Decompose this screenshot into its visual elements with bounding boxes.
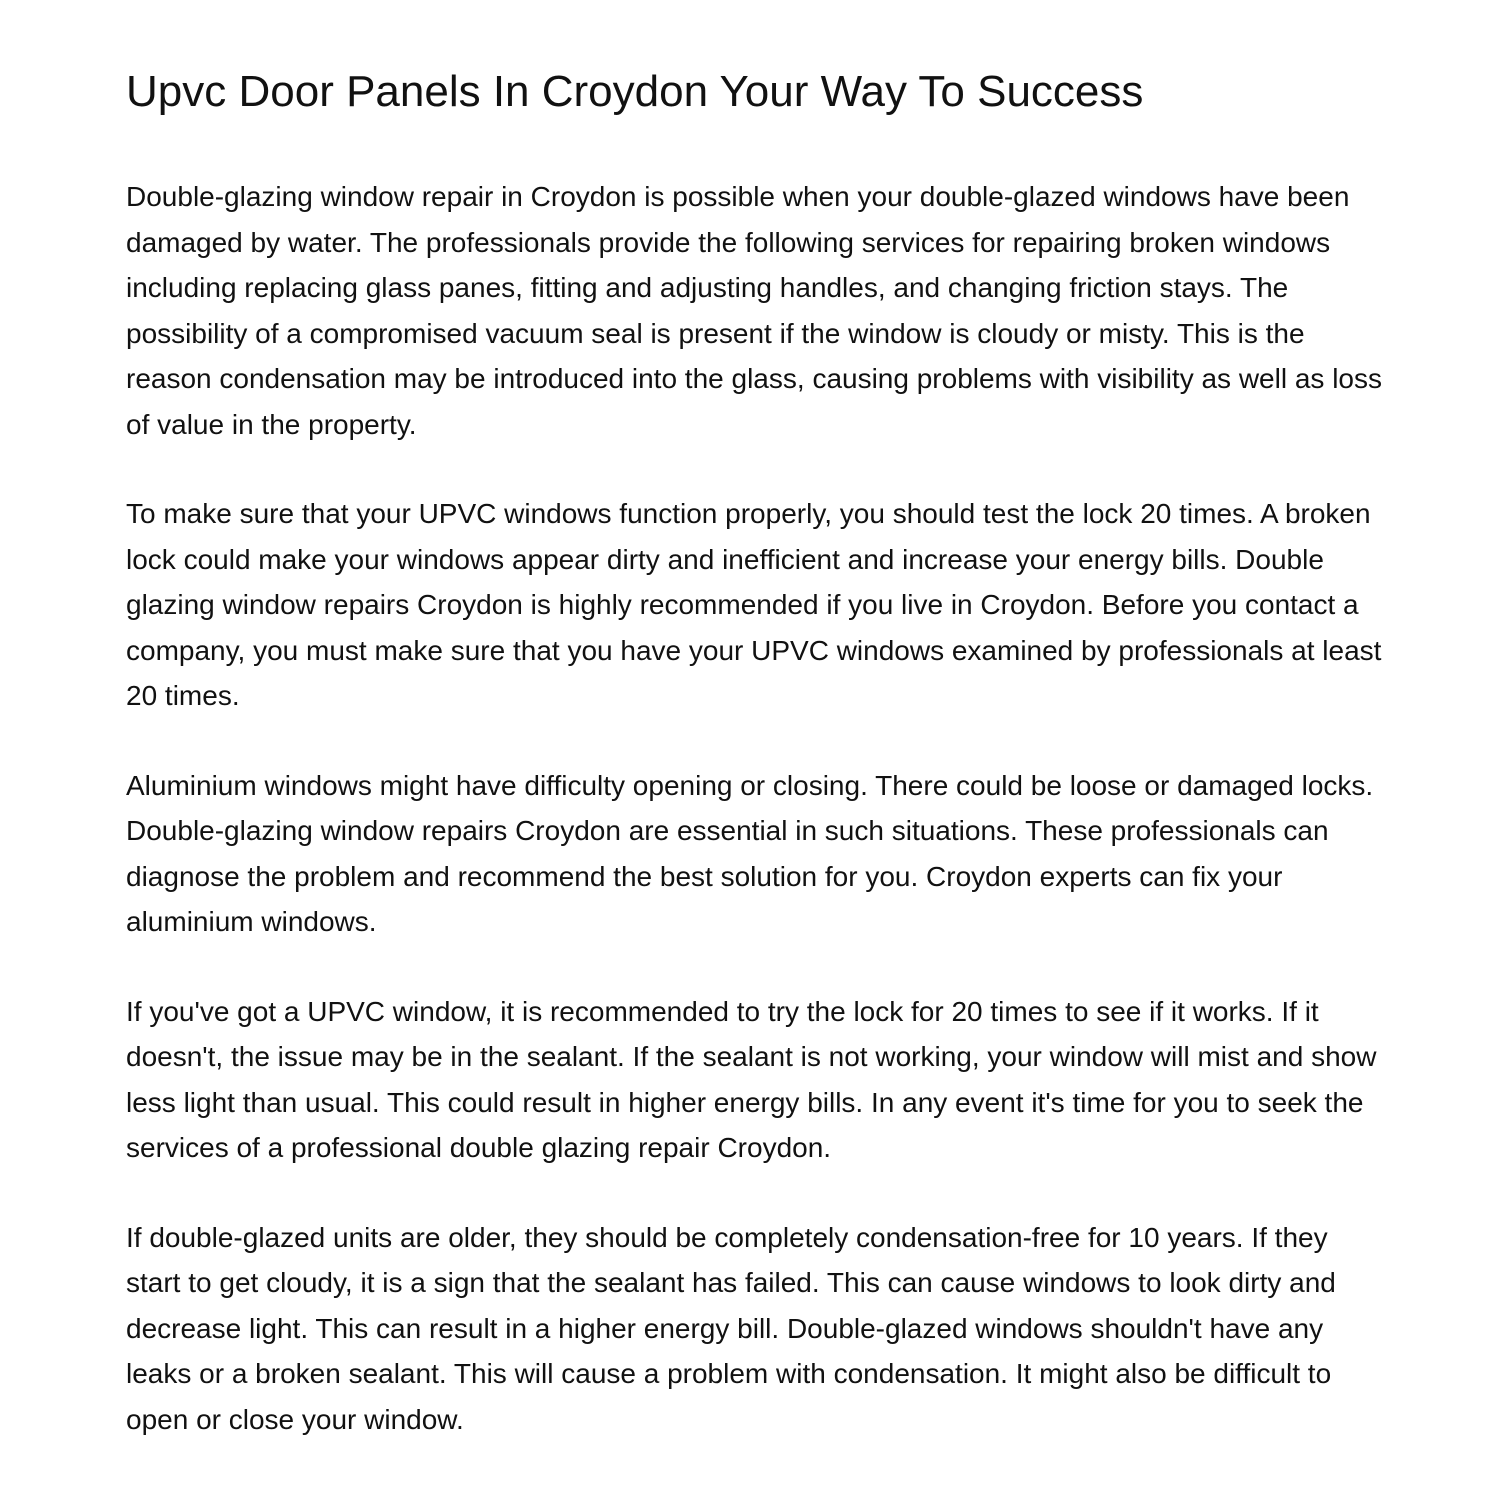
paragraph-4: If you've got a UPVC window, it is recommended to try the lock for 20 times to see if it works. If it doesn't, the issue may be in the sealant. If the sealant is not working, your window will mist and show less light than usual. This could result in higher energy bills. In any event it's time for you to seek the services of a professional double glazing repair Croydon. [126, 995, 1377, 1163]
paragraph-5: If double-glazed units are older, they should be completely condensation-free for 10 years. If they start to get cloudy, it is a sign that the sealant has failed. This can cause windows to look dirty and decrease light. This can result in a higher energy bill. Double-glazed windows shouldn't have any leaks or a broken sealant. This will cause a problem with condensation. It might also be difficult to open or close your window. [126, 1221, 1336, 1435]
document-page [126, 62, 1386, 1486]
paragraph-3: Aluminium windows might have difficulty opening or closing. There could be loose or damaged locks. Double-glazing window repairs Croydon are essential in such situations. These professionals can diagnose the problem and recommend the best solution for you. Croydon experts can fix your aluminium windows. [126, 769, 1374, 937]
paragraph-2: To make sure that your UPVC windows function properly, you should test the lock 20 times. A broken lock could make your windows appear dirty and inefficient and increase your energy bills. Double glazing window repairs Croydon is highly recommended if you live in Croydon. Before you contact a company, you must make sure that you have your UPVC windows examined by professionals at least 20 times. [126, 498, 1382, 711]
paragraph-1: Double-glazing window repair in Croydon is possible when your double-glazed windows have been damaged by water. The professionals provide the following services for repairing broken windows including replacing glass panes, fitting and adjusting handles, and changing friction stays. The possibility of a compromised vacuum seal is present if the window is cloudy or misty. This is the reason condensation may be introduced into the glass, causing problems with visibility as well as loss of value in the property. [126, 181, 1382, 440]
page-title: Upvc Door Panels In Croydon Your Way To Success [126, 67, 1144, 116]
